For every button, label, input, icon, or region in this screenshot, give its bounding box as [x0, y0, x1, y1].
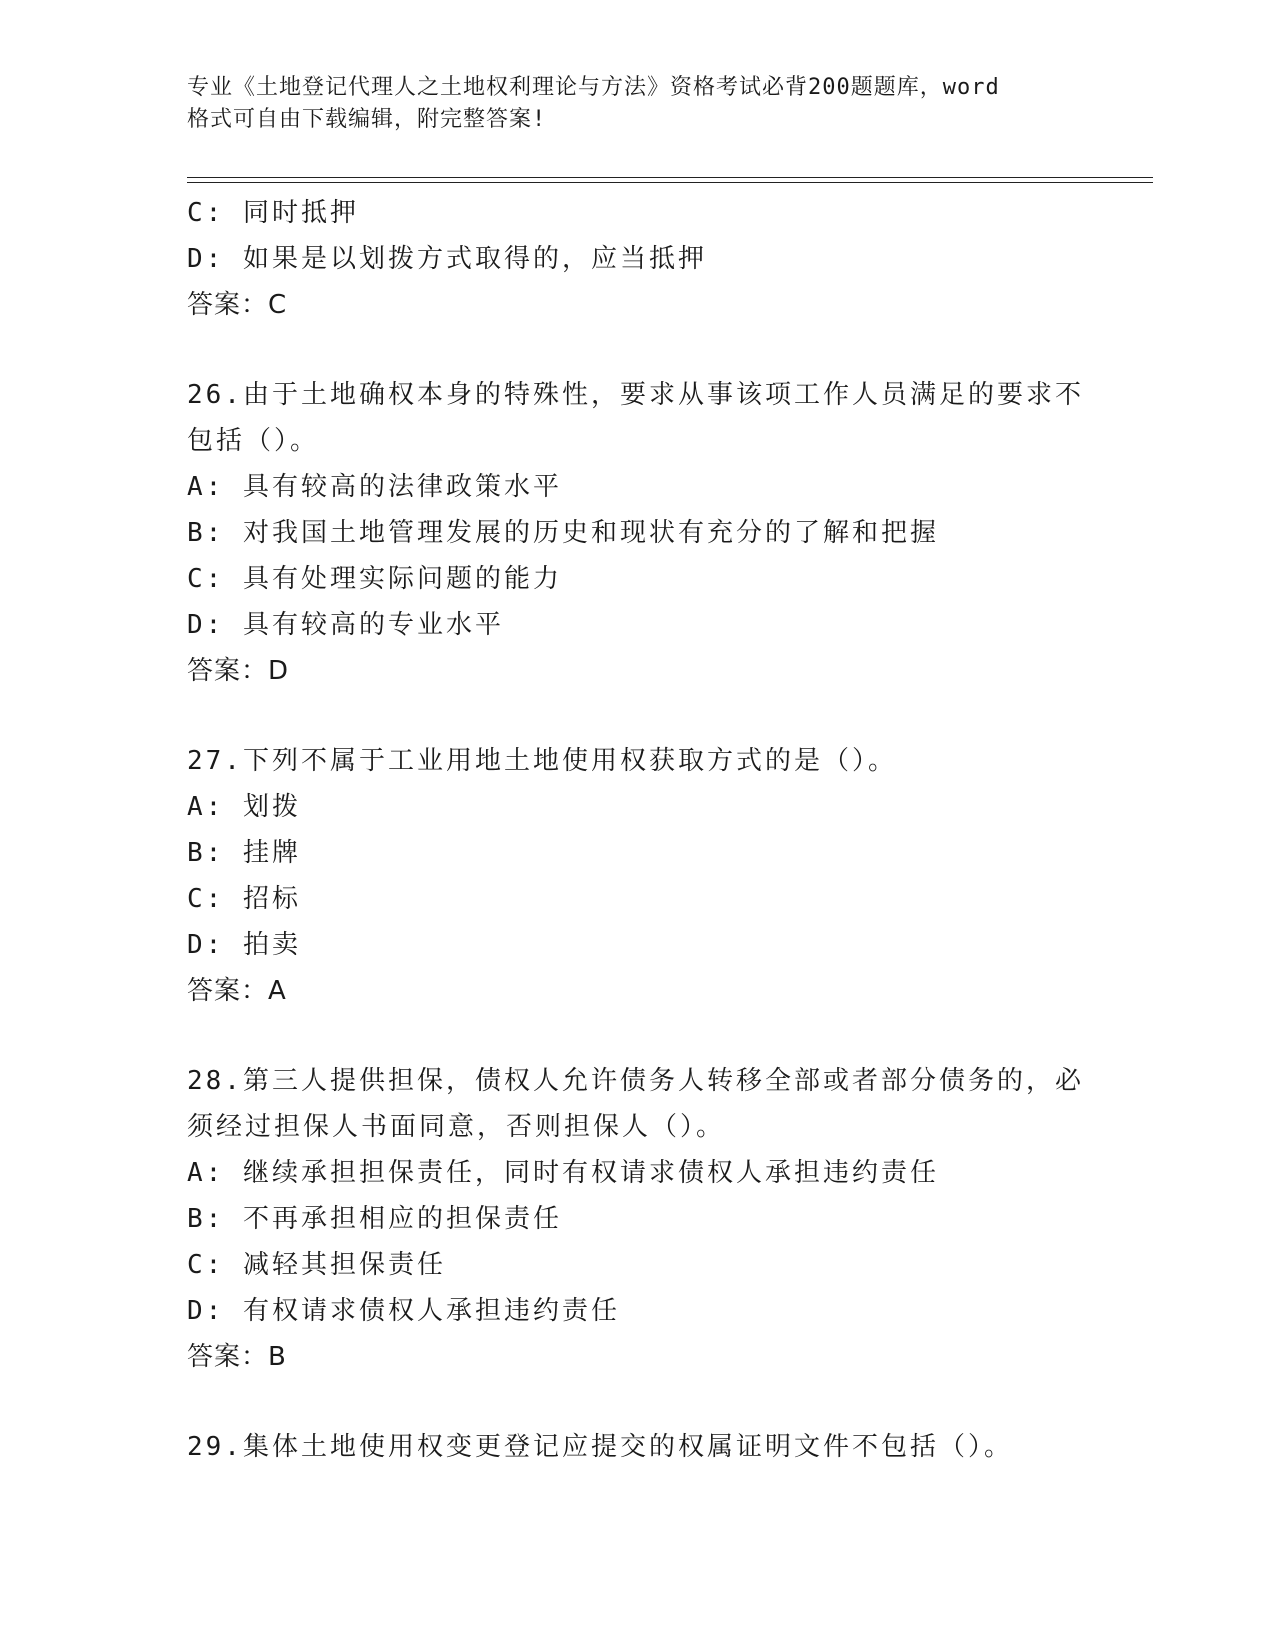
header-divider-top: [187, 177, 1153, 178]
question-27: [187, 738, 1087, 1014]
question-28: [187, 1058, 1087, 1380]
question-text-line-2: 包括（）。: [187, 426, 320, 456]
option-d: D: 拍卖: [187, 930, 301, 960]
option-a: A: 具有较高的法律政策水平: [187, 472, 562, 502]
option-d: D: 具有较高的专业水平: [187, 610, 504, 640]
option-d: D: 如果是以划拨方式取得的，应当抵押: [187, 244, 707, 274]
header-divider-bottom: [187, 182, 1153, 183]
option-a: A: 继续承担担保责任，同时有权请求债权人承担违约责任: [187, 1158, 939, 1188]
question-text-line-1: 26.由于土地确权本身的特殊性，要求从事该项工作人员满足的要求不: [187, 380, 1084, 410]
question-text-line-1: 28.第三人提供担保，债权人允许债务人转移全部或者部分债务的，必: [187, 1066, 1084, 1096]
option-c: C: 同时抵押: [187, 198, 359, 228]
option-c: C: 减轻其担保责任: [187, 1250, 446, 1280]
header-title-line-2: 格式可自由下载编辑，附完整答案!: [187, 107, 547, 132]
answer: 答案：D: [187, 656, 290, 686]
option-a: A: 划拨: [187, 792, 301, 822]
option-d: D: 有权请求债权人承担违约责任: [187, 1296, 620, 1326]
answer: 答案：B: [187, 1342, 287, 1372]
question-text-line-2: 须经过担保人书面同意，否则担保人（）。: [187, 1112, 726, 1142]
option-b: B: 挂牌: [187, 838, 301, 868]
answer: 答案：C: [187, 290, 288, 320]
question-29: [187, 1424, 1087, 1470]
option-b: B: 不再承担相应的担保责任: [187, 1204, 562, 1234]
document-body: [187, 190, 1087, 1470]
option-c: C: 具有处理实际问题的能力: [187, 564, 562, 594]
option-b: B: 对我国土地管理发展的历史和现状有充分的了解和把握: [187, 518, 939, 548]
header-title-line-1: 专业《土地登记代理人之土地权利理论与方法》资格考试必背200题题库，word: [187, 75, 1000, 100]
previous-question-tail: [187, 190, 1087, 328]
question-text-line-1: 27.下列不属于工业用地土地使用权获取方式的是（）。: [187, 746, 897, 776]
document-header: [187, 72, 1067, 136]
question-26: [187, 372, 1087, 694]
question-text-line-1: 29.集体土地使用权变更登记应提交的权属证明文件不包括（）。: [187, 1432, 1013, 1462]
option-c: C: 招标: [187, 884, 301, 914]
answer: 答案：A: [187, 976, 287, 1006]
